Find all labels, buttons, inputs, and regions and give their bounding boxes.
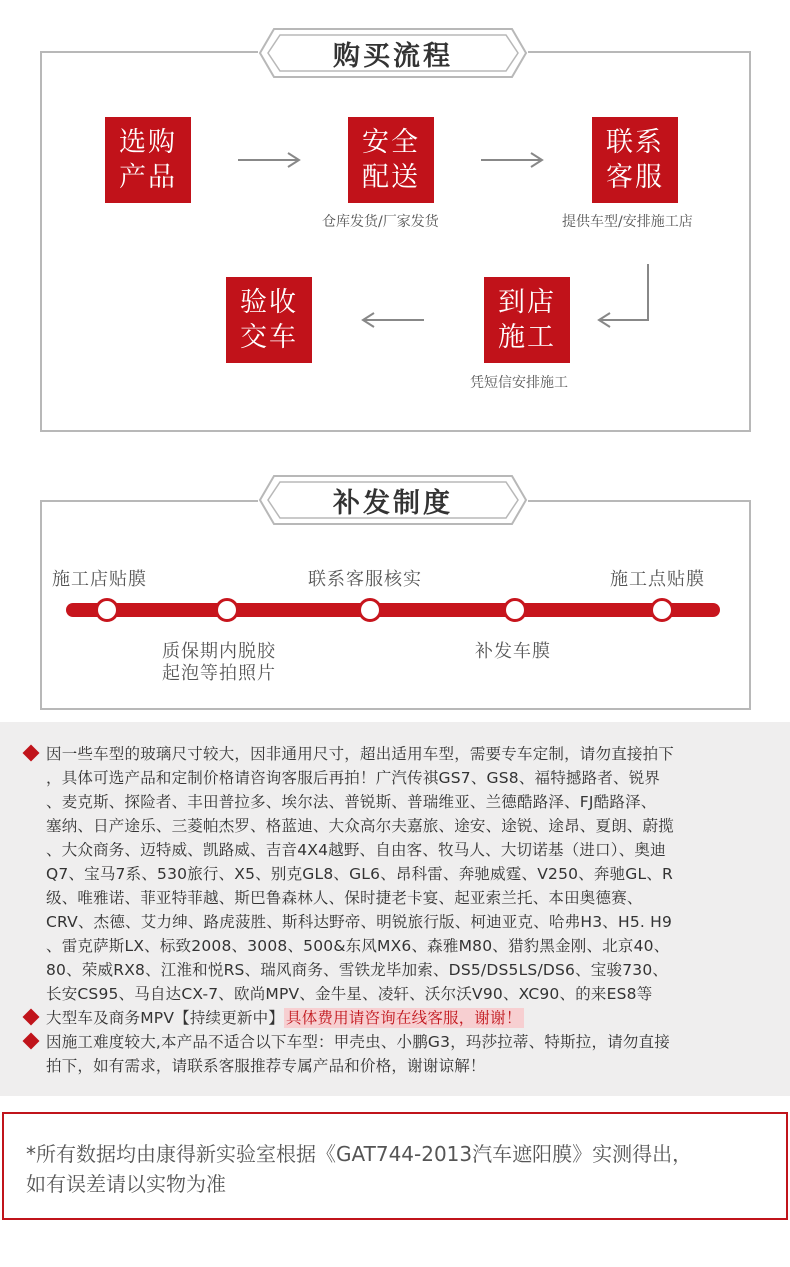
timeline-node [503, 598, 527, 622]
timeline-bar [66, 603, 720, 617]
note1-line: 、大众商务、迈特威、凯路威、吉音4X4越野、自由客、牧马人、大切诺基（进口）、奥迪 [46, 841, 666, 859]
note3-line: 因施工难度较大,本产品不适合以下车型：甲壳虫、小鹏G3，玛莎拉蒂、特斯拉，请勿直接 [46, 1033, 671, 1051]
reissue-policy-banner [258, 474, 528, 526]
timeline-node [358, 598, 382, 622]
timeline-label-verify: 联系客服核实 [308, 569, 422, 590]
note2-prefix: 大型车及商务MPV【持续更新中】 [46, 1009, 285, 1027]
note2-line [46, 1006, 524, 1028]
note1-line: ，具体可选产品和定制价格请咨询客服后再拍！广汽传祺GS7、GS8、福特撼路者、锐界 [46, 769, 661, 787]
arrow-left-icon [358, 310, 428, 330]
note1-line: 因一些车型的玻璃尺寸较大，因非通用尺寸，超出适用车型，需要专车定制，请勿直接拍下 [46, 745, 675, 763]
timeline-label-warranty-line1: 质保期内脱胶 [162, 641, 276, 662]
note2-highlight: 具体费用请咨询在线客服，谢谢！ [286, 1009, 522, 1027]
reissue-policy-title: 补发制度 [333, 487, 453, 519]
disclaimer-line1: *所有数据均由康得新实验室根据《GAT744-2013汽车遮阳膜》实测得出， [26, 1142, 693, 1166]
note1-line: 、麦克斯、探险者、丰田普拉多、埃尔法、普锐斯、普瑞维亚、兰德酷路泽、FJ酷路泽、 [46, 793, 657, 811]
note1-line: Q7、宝马7系、530旅行、X5、别克GL8、GL6、昂科雷、奔驰威霆、V250、奔驰GL、R [46, 865, 674, 883]
step-select-product: 选购 产品 [105, 117, 191, 203]
note1-line: 长安CS95、马自达CX-7、欧尚MPV、金牛星、凌轩、沃尔沃V90、XC90、的来ES8等 [46, 985, 653, 1003]
arrow-right-icon [234, 150, 304, 170]
purchase-flow-panel [40, 51, 751, 432]
step-accept-delivery: 验收 交车 [226, 277, 312, 363]
diamond-bullet-icon [23, 745, 40, 762]
notes-section [0, 722, 790, 1096]
note1-line: 级、唯雅诺、菲亚特菲越、斯巴鲁森林人、保时捷老卡宴、起亚索兰托、本田奥德赛、 [46, 889, 643, 907]
note1-line: 80、荣威RX8、江淮和悦RS、瑞风商务、雪铁龙毕加索、DS5/DS5LS/DS6、宝骏730、 [46, 961, 669, 979]
step-contact-service-caption: 提供车型/安排施工店 [562, 214, 693, 230]
disclaimer-line2: 如有误差请以实物为准 [26, 1172, 226, 1196]
note1-line: 塞纳、日产途乐、三菱帕杰罗、格蓝迪、大众高尔夫嘉旅、途安、途锐、途昂、夏朗、蔚揽 [46, 817, 675, 835]
diamond-bullet-icon [23, 1009, 40, 1026]
timeline-label-warranty-line2: 起泡等拍照片 [162, 663, 276, 684]
timeline-node [95, 598, 119, 622]
arrow-turn-down-left-icon [592, 262, 662, 332]
note3-line: 拍下，如有需求，请联系客服推荐专属产品和价格，谢谢谅解！ [46, 1057, 486, 1075]
timeline-node [215, 598, 239, 622]
purchase-flow-banner [258, 27, 528, 79]
timeline-label-reissue-film: 补发车膜 [475, 641, 551, 662]
step-store-install: 到店 施工 [484, 277, 570, 363]
arrow-right-icon [477, 150, 547, 170]
diamond-bullet-icon [23, 1033, 40, 1050]
note1-line: CRV、杰德、艾力绅、路虎菠胜、斯科达野帝、明锐旅行版、柯迪亚克、哈弗H3、H5. H9 [46, 913, 673, 931]
step-safe-delivery: 安全 配送 [348, 117, 434, 203]
purchase-flow-title: 购买流程 [333, 40, 453, 72]
timeline-label-store-film: 施工店贴膜 [52, 569, 147, 590]
note1-line: 、雷克萨斯LX、标致2008、3008、500&东风MX6、森雅M80、猎豹黑金刚、北京40、 [46, 937, 670, 955]
timeline-label-point-film: 施工点贴膜 [610, 569, 705, 590]
step-store-install-caption: 凭短信安排施工 [470, 375, 568, 391]
disclaimer-box [2, 1112, 788, 1220]
step-safe-delivery-caption: 仓库发货/厂家发货 [322, 214, 439, 230]
timeline-node [650, 598, 674, 622]
step-contact-service: 联系 客服 [592, 117, 678, 203]
